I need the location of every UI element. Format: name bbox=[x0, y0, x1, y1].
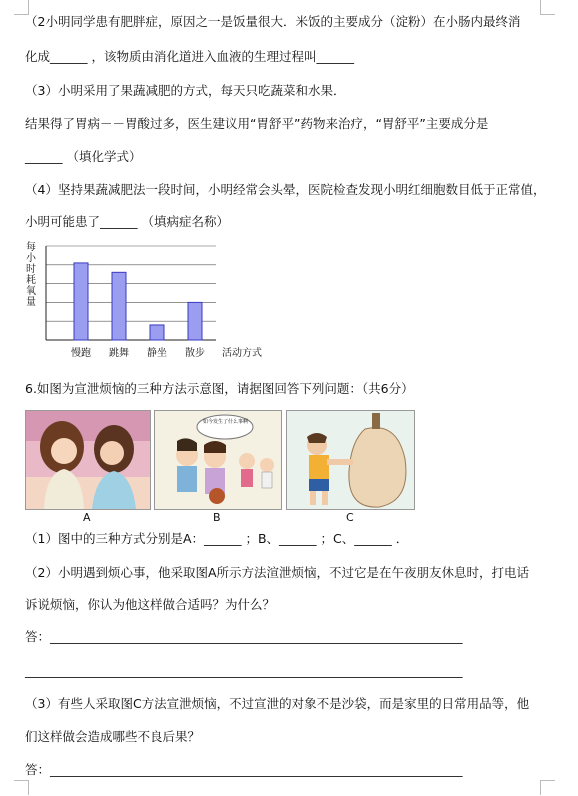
q3-line-1: （3）小明采用了果蔬减肥的方式，每天只吃蔬菜和水果． bbox=[25, 83, 346, 98]
x-axis-label: 活动方式 bbox=[222, 348, 262, 359]
q6-title: 6.如图为宣泄烦恼的三种方法示意图，请据图回答下列问题：（共6分） bbox=[25, 381, 414, 396]
x-tick-label: 散步 bbox=[185, 348, 205, 359]
scene-a-talking-friends bbox=[25, 410, 151, 510]
x-tick-label: 慢跑 bbox=[71, 348, 91, 359]
q6-1-line: （1）图中的三种方式分别是A：______ ；B、______ ；C、______ ． bbox=[25, 531, 409, 546]
caption-b: B bbox=[213, 511, 221, 524]
q6-2-line-2: 诉说烦恼，你认为他这样做合适吗？为什么？ bbox=[25, 597, 276, 612]
corner-mark-bottom-left bbox=[14, 780, 29, 795]
x-tick-label: 跳舞 bbox=[109, 348, 129, 359]
bar bbox=[112, 272, 126, 340]
q6-2-answer-line-1: 答：__________________________________________________________________ bbox=[25, 629, 463, 644]
corner-mark-bottom-right bbox=[540, 780, 555, 795]
q6-3-answer-line: 答：__________________________________________________________________ bbox=[25, 762, 463, 777]
corner-mark-top-right bbox=[540, 0, 555, 15]
chart-y-axis-label: 每小时耗氧量 bbox=[26, 242, 36, 308]
q6-2-answer-line-2: ______________________________________________________________________ bbox=[25, 663, 463, 678]
bar bbox=[150, 325, 164, 340]
q2-line-2: 化成______ ，该物质由消化道进入血液的生理过程叫______ bbox=[25, 49, 354, 64]
caption-c: C bbox=[346, 511, 354, 524]
caption-a: A bbox=[83, 511, 91, 524]
x-tick-label: 静坐 bbox=[147, 348, 167, 359]
q6-2-line-1: （2）小明遇到烦心事，他采取图A所示方法渲泄烦恼，不过它是在午夜朋友休息时，打电话 bbox=[25, 565, 530, 580]
bar bbox=[188, 302, 202, 340]
q6-3-line-2: 们这样做会造成哪些不良后果？ bbox=[25, 729, 201, 744]
scene-c-punching-bag bbox=[286, 410, 415, 510]
scene-b-speech-bubble: 如今发生了什么事啊 bbox=[203, 419, 249, 425]
q2-line-1: （2小明同学患有肥胖症，原因之一是饭量很大．米饭的主要成分（淀粉）在小肠内最终消 bbox=[25, 14, 521, 29]
q3-line-3: ______ （填化学式） bbox=[25, 149, 142, 164]
bar-chart-svg bbox=[20, 242, 262, 372]
q4-line-1: （4）坚持果蔬减肥法一段时间，小明经常会头晕，医院检查发现小明红细胞数目低于正常值， bbox=[25, 182, 546, 197]
q4-line-2: 小明可能患了______ （填病症名称） bbox=[25, 214, 229, 229]
scene-b-group-play bbox=[154, 410, 282, 510]
q6-3-line-1: （3）有些人采取图C方法宣泄烦恼，不过宣泄的对象不是沙袋，而是家里的日常用品等，他 bbox=[25, 696, 530, 711]
activity-oxygen-chart bbox=[20, 242, 262, 372]
q3-line-2: 结果得了胃病－－胃酸过多，医生建议用“胃舒平”药物来治疗，“胃舒平”主要成分是 bbox=[25, 116, 489, 131]
corner-mark-top-left bbox=[14, 0, 29, 15]
bar bbox=[74, 263, 88, 340]
